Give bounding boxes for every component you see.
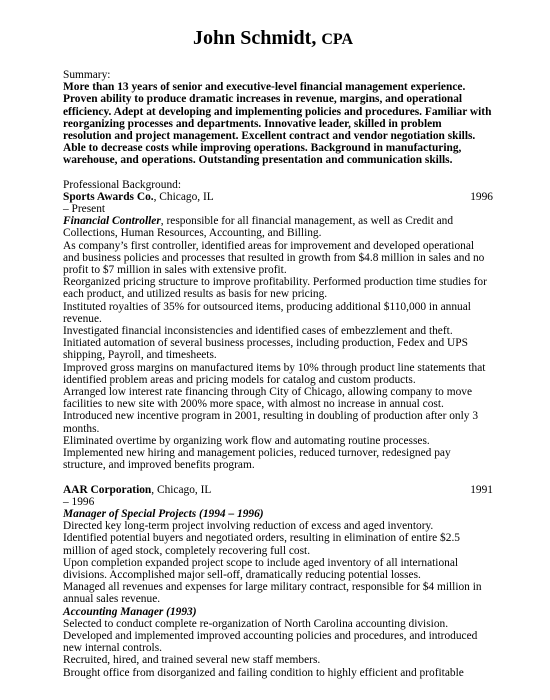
job-end: – Present (63, 203, 106, 216)
job-header (63, 484, 493, 496)
bullet-text: Instituted royalties of 35% for outsourced items, producing additional $110,000 in annual revenue. (63, 300, 471, 325)
job-end: – 1996 (63, 495, 95, 508)
bullet-text: Recruited, hired, and trained several new staff members. (63, 654, 321, 667)
bullet-text: Implemented new hiring and management policies, reduced turnover, redesigned pay structure, and improved benefits program. (63, 447, 451, 472)
candidate-name: John Schmidt, (192, 27, 317, 49)
bullet-text: Selected to conduct complete re-organization of North Carolina accounting division. (63, 617, 449, 630)
role-title: Accounting Manager (1993) (63, 605, 197, 618)
job-start-year: 1996 (470, 190, 493, 203)
company-name: Sports Awards Co. (63, 190, 154, 203)
summary-label: Summary: (63, 69, 111, 81)
company-name: AAR Corporation (63, 483, 152, 496)
role-title: Manager of Special Projects (1994 – 1996) (63, 507, 264, 520)
bullet-text: Brought office from disorganized and failing condition to highly efficient and profitable (63, 666, 464, 679)
bullet-text: Arranged low interest rate financing through City of Chicago, allowing company to move facilities to new site with 200% more space, with almost no increase in annual cost. (63, 386, 473, 411)
bullet-text: Eliminated overtime by organizing work flow and automating routine processes. (63, 434, 430, 447)
bullet-text: As company’s first controller, identified areas for improvement and developed operational and business policies and processes that resulted in growth from $4.8 million in sales and no profit to $7 million in sales with extensive profit. (63, 239, 485, 277)
job-location: , Chicago, IL (151, 483, 212, 496)
role-description: , responsible for all financial management, as well as Credit and Collections, Human Resources, Accounting, and Billing. (63, 215, 454, 240)
job-entry (63, 191, 493, 472)
bullet-text: Identified potential buyers and negotiated orders, resulting in elimination of entire $2.5 million of aged stock, completely recovering full cost. (63, 532, 460, 557)
summary-section (63, 69, 493, 167)
bullet-text: Developed and implemented improved accounting policies and procedures, and introduced new internal controls. (63, 629, 478, 655)
bullet-text: Reorganized pricing structure to improve profitability. Performed production time studies for each product, and utilized results as basis for new pricing. (63, 276, 487, 301)
bullet-text: Introduced new incentive program in 2001, resulting in doubling of production after only 3 months. (63, 410, 479, 435)
bullet-text: Improved gross margins on manufactured items by 10% through product line statements that identified problem areas and pricing models for catalog and custom products. (63, 361, 486, 386)
role-title: Financial Controller (63, 215, 161, 228)
job-entry (63, 484, 493, 679)
background-label: Professional Background: (63, 178, 181, 191)
bullet-text: Directed key long-term project involving reduction of excess and aged inventory. (63, 520, 434, 533)
job-start-year: 1991 (470, 483, 493, 496)
credential: CPA (321, 31, 354, 48)
bullet-text: Upon completion expanded project scope to include aged inventory of all international divisions. Accomplished major sell-off, dramatically reducing potential losses. (63, 556, 459, 581)
resume-page (63, 26, 493, 679)
resume-header (53, 26, 493, 52)
job-header (63, 191, 493, 203)
bullet-text: Managed all revenues and expenses for large military contract, responsible for $4 million in annual sales revenue. (63, 581, 482, 606)
summary-text: More than 13 years of senior and executive-level financial management experience. Proven ability to produce dramatic increases in revenue, margins, and operational efficiency. Adept at developing and implementing policies and procedures. Familiar with reorganizing processes and departments. Innovative leader, skilled in problem resolution and project management. Excellent contract and vendor negotiation skills. Able to decrease costs while improving operations. Background in manufacturing, warehouse, and operations. Outstanding presentation and communication skills. (63, 81, 492, 167)
bullet-text: Initiated automation of several business processes, including production, Fedex and UPS shipping, Payroll, and timesheets. (63, 337, 468, 362)
role-line (63, 215, 493, 239)
bullet-text: Investigated financial inconsistencies and identified cases of embezzlement and theft. (63, 325, 453, 338)
background-section (63, 179, 493, 679)
job-location: , Chicago, IL (153, 190, 214, 203)
